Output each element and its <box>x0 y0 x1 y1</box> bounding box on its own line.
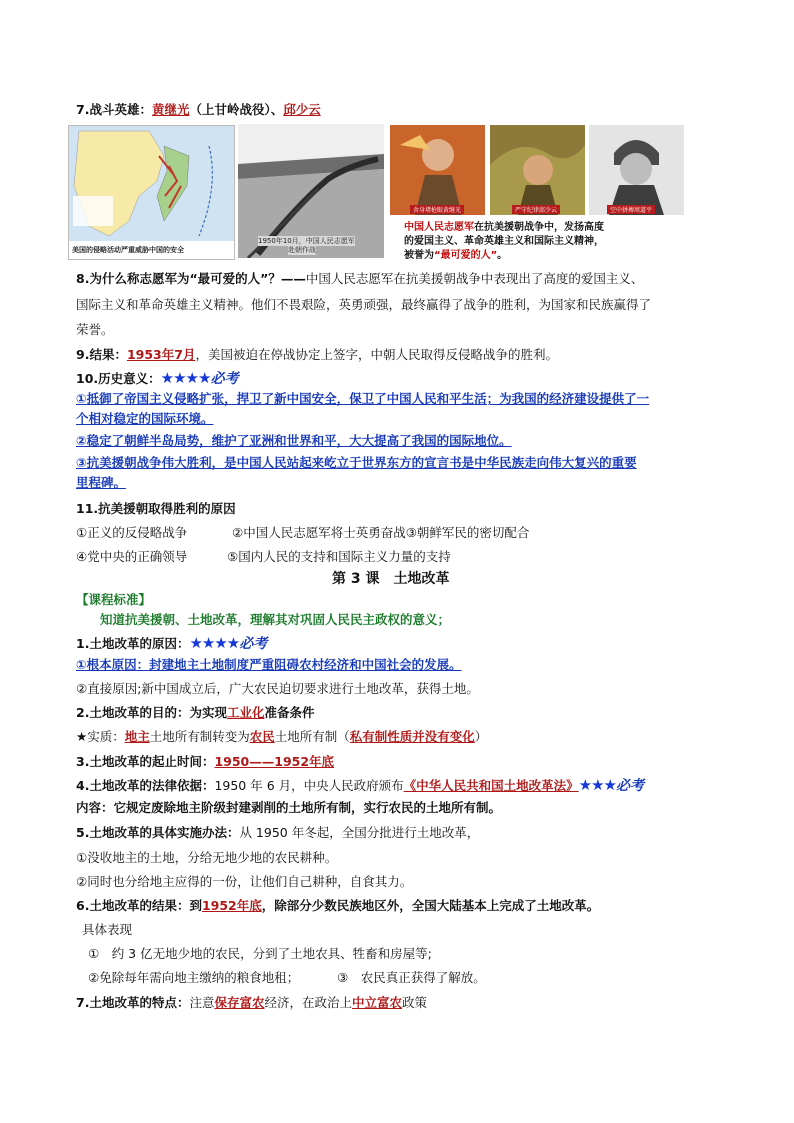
l3-period: 3.土地改革的起止时间：1950——1952年底 <box>76 754 335 769</box>
s11-title: 11.抗美援朝取得胜利的原因 <box>76 501 236 516</box>
crossing-river-photo <box>238 124 384 258</box>
stars-icon: ★★★★ <box>189 634 240 652</box>
l4-law: 4.土地改革的法律依据：1950 年 6 月，中央人民政府颁布《中华人民共和国土地改革法》★★★必考 <box>76 776 644 794</box>
photo-caption-1: 1950年10月，中国人民志愿军 <box>258 237 355 245</box>
hero-pilot-portrait <box>589 125 684 215</box>
s10-p2: ②稳定了朝鲜半岛局势，维护了亚洲和世界和平，大大提高了我国的国际地位。 <box>76 433 512 448</box>
l6-effect-3: ③ 农民真正获得了解放。 <box>337 970 486 985</box>
hero-qiu: 邱少云 <box>283 102 321 117</box>
s8-line3: 荣誉。 <box>76 322 114 337</box>
korea-map-image <box>68 125 235 260</box>
s9-result: 9.结果：1953年7月，美国被迫在停战协定上签字，中朝人民取得反侵略战争的胜利。 <box>76 347 558 362</box>
s11-reason-2: ②中国人民志愿军将士英勇奋战③朝鲜军民的密切配合 <box>232 525 530 540</box>
l5-method: 5.土地改革的具体实施办法：从 1950 年冬起，全国分批进行土地改革， <box>76 825 480 840</box>
l6-effect-2: ②免除每年需向地主缴纳的粮食地租； <box>88 970 300 985</box>
course-standard-label: 【课程标准】 <box>76 592 152 607</box>
l7-feature: 7.土地改革的特点：注意保存富农经济，在政治上中立富农政策 <box>76 995 428 1010</box>
lesson-title: 第 3 课 土地改革 <box>332 571 450 587</box>
l6-effect-1: ① 约 3 亿无地少地的农民，分到了土地农具、牲畜和房屋等; <box>88 946 432 961</box>
hero-cap-1: 舍身堵枪眼黄继光 <box>410 205 464 214</box>
l2-purpose: 2.土地改革的目的：为实现工业化准备条件 <box>76 705 315 720</box>
hero-cap-2: 严守纪律邱少云 <box>512 205 560 214</box>
volunteer-note: 中国人民志愿军在抗美援朝战争中，发扬高度 的爱国主义、革命英雄主义和国际主义精神， 被誉为“最可爱的人”。 <box>404 222 604 261</box>
l5-measure-1: ①没收地主的土地，分给无地少地的农民耕种。 <box>76 850 338 865</box>
l1-direct-cause: ②直接原因;新中国成立后，广大农民迫切要求进行土地改革，获得土地。 <box>76 681 479 696</box>
l6-result: 6.土地改革的结果：到1952年底，除部分少数民族地区外，全国大陆基本上完成了土地改革。 <box>76 898 600 913</box>
l6-sub: 具体表现 <box>82 922 133 937</box>
s10-p3b: 里程碑。 <box>76 475 127 490</box>
stars-icon: ★★★ <box>578 776 616 794</box>
l4-content: 内容：它规定废除地主阶级封建剥削的土地所有制，实行农民的土地所有制。 <box>76 800 502 815</box>
l1-root-cause: ①根本原因：封建地主土地制度严重阻碍农村经济和中国社会的发展。 <box>76 657 462 672</box>
s11-reason-4: ⑤国内人民的支持和国际主义力量的支持 <box>227 549 451 564</box>
s10-p1a: ①抵御了帝国主义侵略扩张，捍卫了新中国安全，保卫了中国人民和平生活；为我国的经济建设提供了一 <box>76 391 650 406</box>
s10-title: 10.历史意义：★★★★必考 <box>76 369 239 387</box>
l2-essence: ★实质：地主土地所有制转变为农民土地所有制（私有制性质并没有变化） <box>76 729 488 744</box>
photo-caption-2: 赴朝作战 <box>288 246 316 254</box>
map-caption: 美国的侵略活动严重威胁中国的安全 <box>72 246 184 254</box>
s10-p1b: 个相对稳定的国际环境。 <box>76 411 214 426</box>
s11-reason-3: ④党中央的正确领导 <box>76 549 188 564</box>
course-standard-text: 知道抗美援朝、土地改革，理解其对巩固人民民主政权的意义； <box>100 612 451 627</box>
hero-qiu-portrait <box>490 125 585 215</box>
s8-line1: 8.为什么称志愿军为“最可爱的人”？——中国人民志愿军在抗美援朝战争中表现出了高度的爱国主义、 <box>76 271 644 286</box>
hero-huang-portrait <box>390 125 485 215</box>
s11-reason-1: ①正义的反侵略战争 <box>76 525 188 540</box>
s8-line2: 国际主义和革命英雄主义精神。他们不畏艰险，英勇顽强，最终赢得了战争的胜利，为国家和民族赢得了 <box>76 297 652 312</box>
heroes-line: 7.战斗英雄：黄继光（上甘岭战役）、邱少云 <box>76 102 321 117</box>
l5-measure-2: ②同时也分给地主应得的一份，让他们自己耕种，自食其力。 <box>76 874 413 889</box>
l1-title: 1.土地改革的原因：★★★★必考 <box>76 634 268 652</box>
hero-cap-3: 空中拼搏周道平 <box>607 205 655 214</box>
hero-huang: 黄继光 <box>151 102 190 117</box>
s10-p3a: ③抗美援朝战争伟大胜利，是中国人民站起来屹立于世界东方的宣言书是中华民族走向伟大复兴的重要 <box>76 455 637 470</box>
stars-icon: ★★★★ <box>160 369 211 387</box>
